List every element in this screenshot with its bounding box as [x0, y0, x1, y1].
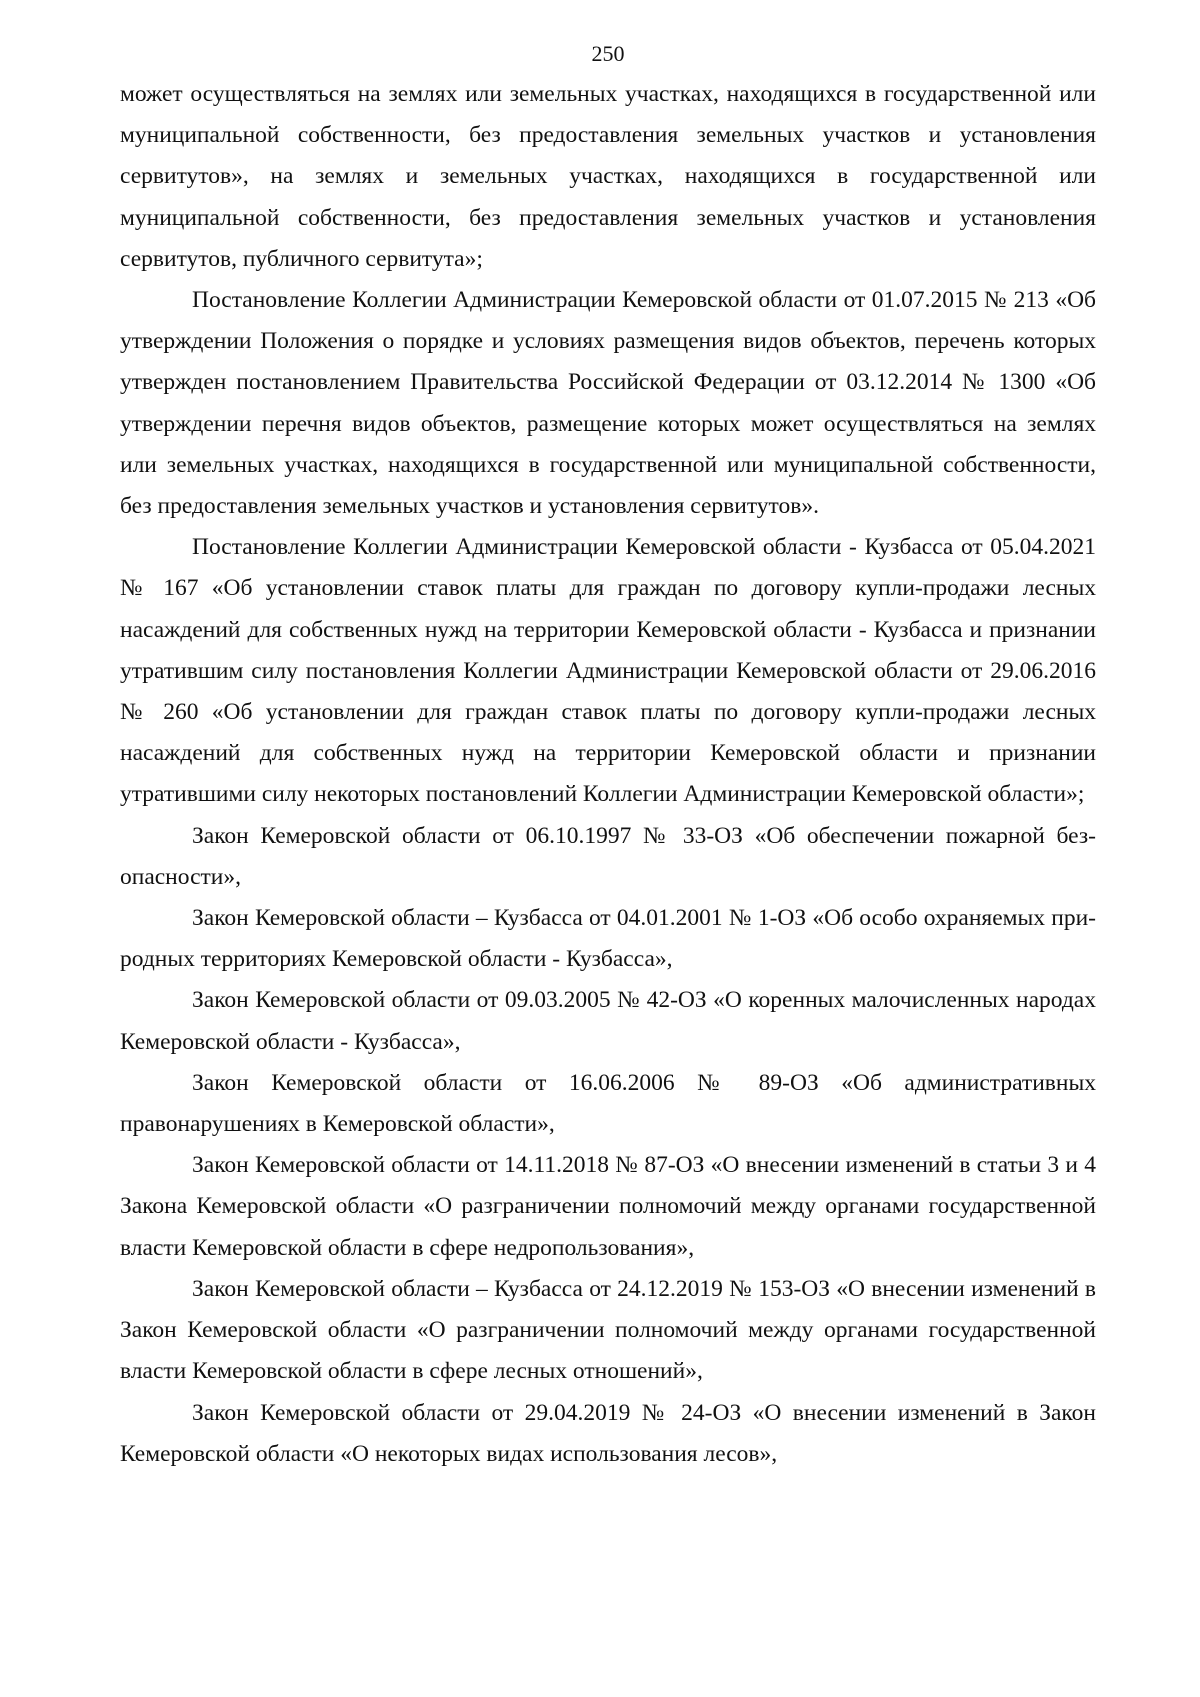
- paragraph-law-33-oz: Закон Кемеровской области от 06.10.1997 № 33-ОЗ «Об обеспечении пожарной без-опасности»,: [120, 822, 1096, 890]
- paragraph-resolution-167: Постановление Коллегии Администрации Кемеровской области - Кузбасса от 05.04.2021 № 167 «Об установлении ставок платы для граждан по договору купли-продажи лесных насаждений для собственных нужд на территории Кемеровской области - Кузбасса и признании утратившим силу постановления Коллегии Администрации Кемеровской области от 29.06.2016 № 260 «Об установлении для граждан ставок платы по договору купли-продажи лесных насаждений для собственных нужд на территории Кемеровской области и признании утратившими силу некоторых постановлений Коллегии Администрации Кемеровской области»;: [120, 534, 1096, 808]
- paragraph-law-24-oz: Закон Кемеровской области от 29.04.2019 № 24-ОЗ «О внесении изменений в Закон Кемеровской области «О некоторых видах использования лесов»,: [120, 1399, 1096, 1467]
- page-number: 250: [591, 41, 625, 66]
- paragraph-law-153-oz: Закон Кемеровской области – Кузбасса от 24.12.2019 № 153-ОЗ «О внесении изменений в Закон Кемеровской области «О разграничении полномочий между органами государственной власти Кемеровской области в сфере лесных отношений»,: [120, 1275, 1096, 1385]
- paragraph-resolution-213: Постановление Коллегии Администрации Кемеровской области от 01.07.2015 № 213 «Об утверждении Положения о порядке и условиях размещения видов объектов, перечень которых утвержден постановлением Правительства Российской Федерации от 03.12.2014 № 1300 «Об утверждении перечня видов объектов, размещение которых может осуществляться на землях или земельных участках, находящихся в государственной или муниципальной собственности, без предоставления земельных участков и установления сервитутов».: [120, 287, 1096, 520]
- paragraph-law-42-oz: Закон Кемеровской области от 09.03.2005 № 42-ОЗ «О коренных малочисленных народах Кемеровской области - Кузбасса»,: [120, 987, 1096, 1055]
- paragraph-law-89-oz: Закон Кемеровской области от 16.06.2006 № 89-ОЗ «Об административных правонарушениях в Кемеровской области»,: [120, 1069, 1096, 1138]
- paragraph-law-87-oz: Закон Кемеровской области от 14.11.2018 № 87-ОЗ «О внесении изменений в статьи 3 и 4 Закона Кемеровской области «О разграничении полномочий между органами государственной власти Кемеровской области в сфере недропользования»,: [120, 1152, 1096, 1261]
- paragraph-continuation: может осуществляться на землях или земельных участках, находящихся в государственной или муниципальной собственности, без предоставления земельных участков и установления сервитутов», на землях и земельных участках, находящихся в государственной или муниципальной собственности, без предоставления земельных участков и установления сервитутов, публичного сервитута»;: [120, 81, 1096, 272]
- document-body: [120, 74, 1096, 1475]
- paragraph-law-1-oz: Закон Кемеровской области – Кузбасса от 04.01.2001 № 1-ОЗ «Об особо охраняемых при-родных территориях Кемеровской области - Кузбасса»,: [120, 905, 1096, 973]
